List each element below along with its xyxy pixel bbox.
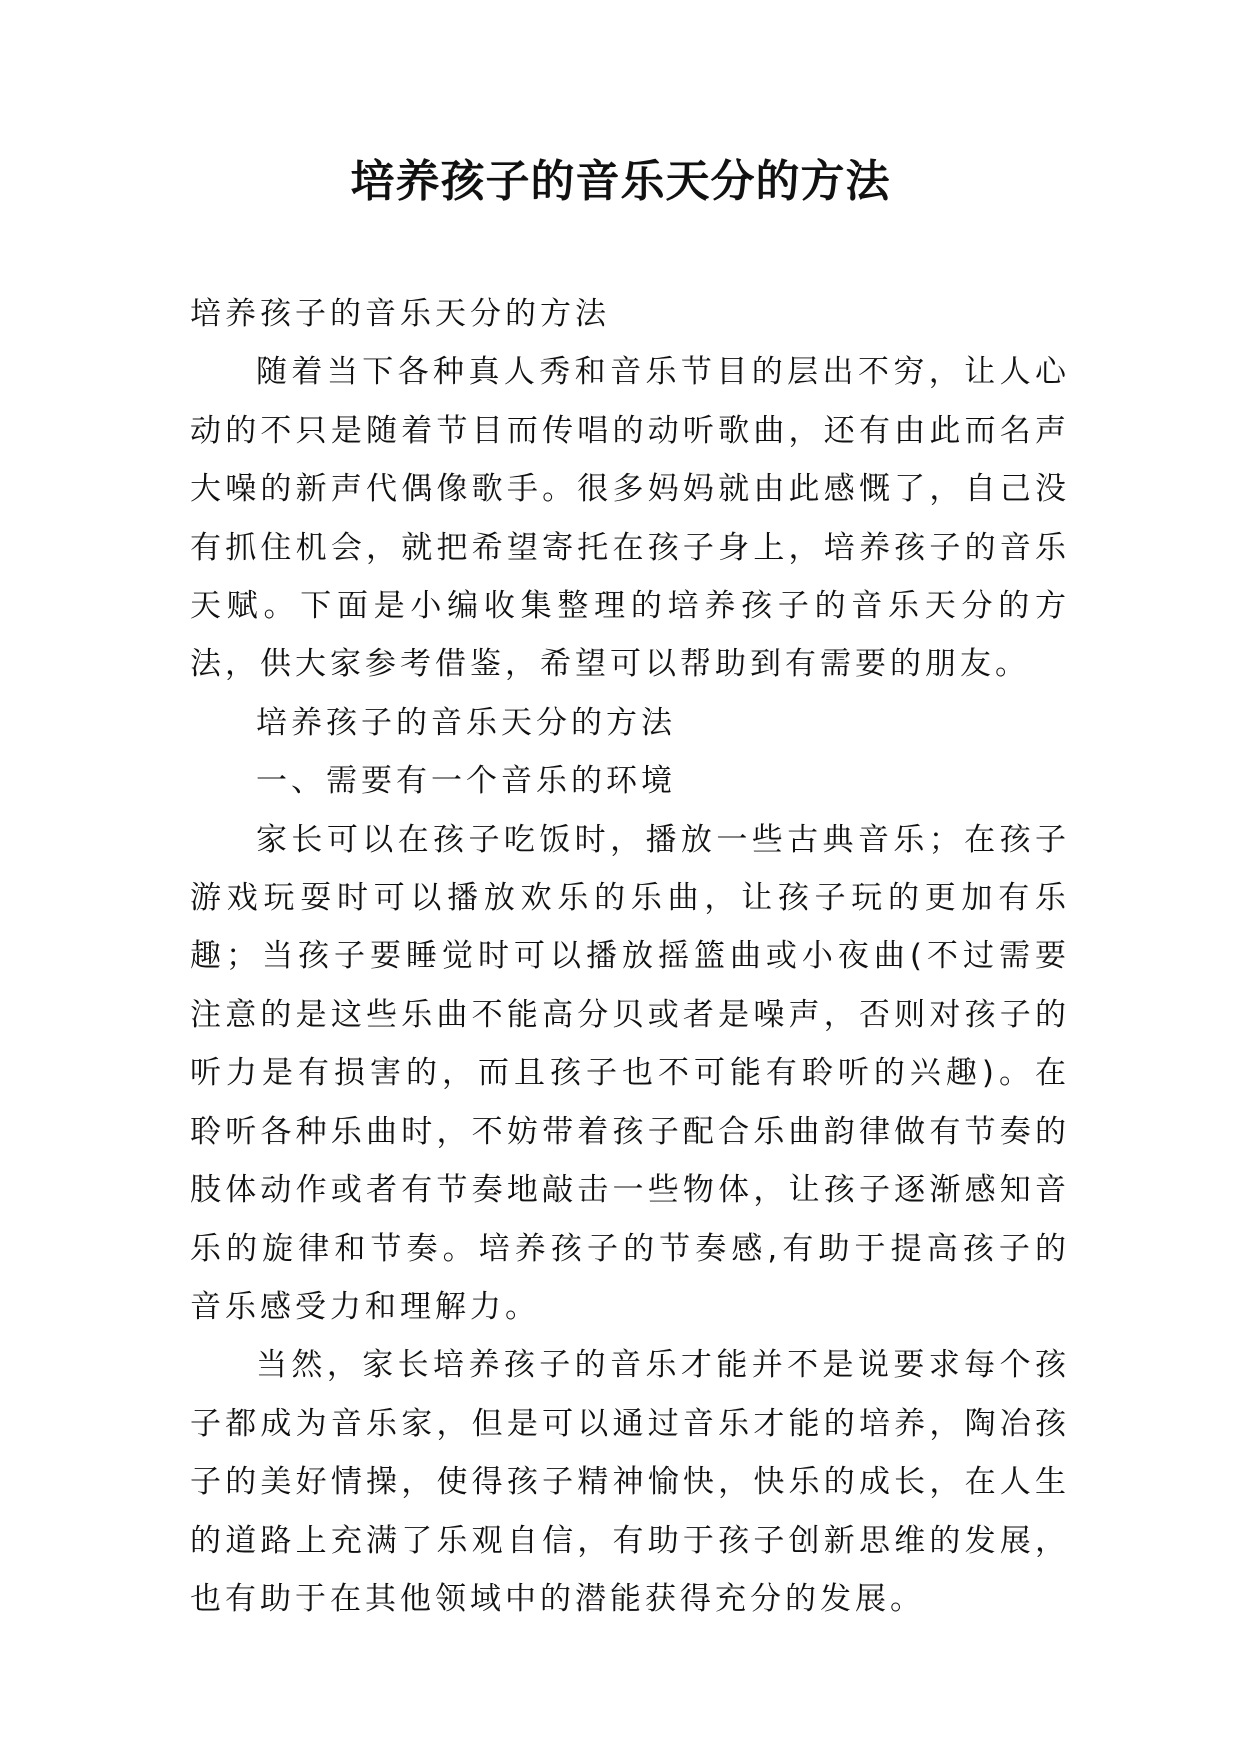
paragraph-environment: 家长可以在孩子吃饭时，播放一些古典音乐；在孩子游戏玩耍时可以播放欢乐的乐曲，让孩子玩的更加有乐趣；当孩子要睡觉时可以播放摇篮曲或小夜曲(不过需要注意的是这些乐曲不能高分贝或者是噪声，否则对孩子的听力是有损害的，而且孩子也不可能有聆听的兴趣)。在聆听各种乐曲时，不妨带着孩子配合乐曲韵律做有节奏的肢体动作或者有节奏地敲击一些物体，让孩子逐渐感知音乐的旋律和节奏。培养孩子的节奏感,有助于提高孩子的音乐感受力和理解力。: [190, 821, 1070, 1325]
paragraph-intro: 随着当下各种真人秀和音乐节目的层出不穷，让人心动的不只是随着节目而传唱的动听歌曲，还有由此而名声大噪的新声代偶像歌手。很多妈妈就由此感慨了，自己没有抓住机会，就把希望寄托在孩子身上，培养孩子的音乐天赋。下面是小编收集整理的培养孩子的音乐天分的方法，供大家参考借鉴，希望可以帮助到有需要的朋友。: [190, 354, 1070, 683]
document-body: [190, 285, 1070, 1628]
paragraph-section-heading: 培养孩子的音乐天分的方法: [256, 704, 676, 741]
paragraph-point-heading: 一、需要有一个音乐的环境: [256, 763, 676, 800]
paragraph-subtitle: 培养孩子的音乐天分的方法: [190, 296, 610, 332]
document-title: 培养孩子的音乐天分的方法: [350, 156, 891, 207]
paragraph-conclusion: 当然，家长培养孩子的音乐才能并不是说要求每个孩子都成为音乐家，但是可以通过音乐才能的培养，陶冶孩子的美好情操，使得孩子精神愉快，快乐的成长，在人生的道路上充满了乐观自信，有助于孩子创新思维的发展，也有助于在其他领域中的潜能获得充分的发展。: [190, 1347, 1070, 1617]
